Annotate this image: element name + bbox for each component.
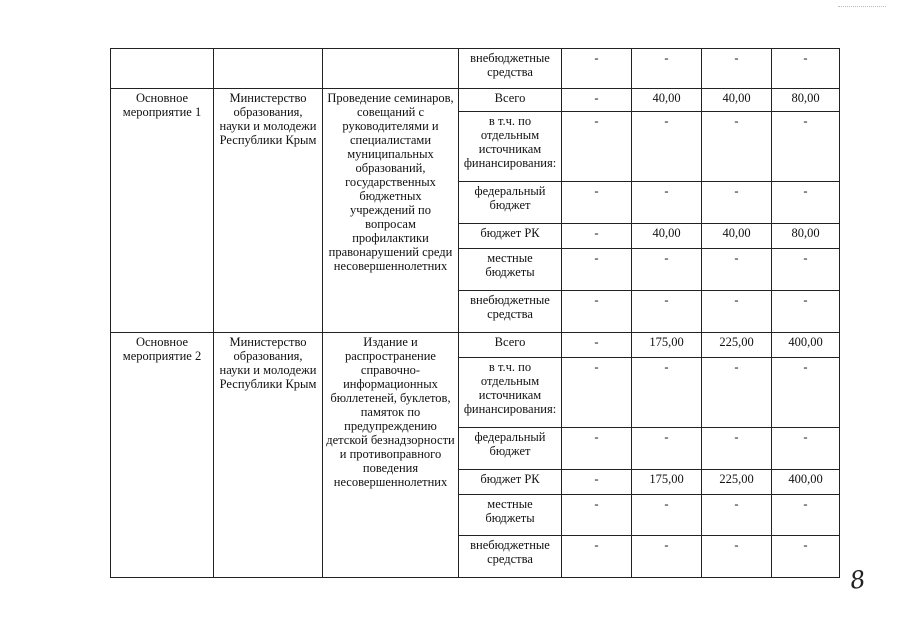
value-cell: - bbox=[702, 495, 772, 536]
responsible-cell: Министерство образования, науки и молодежи Республики Крым bbox=[214, 89, 323, 333]
value-cell: - bbox=[632, 428, 702, 470]
value-cell: 80,00 bbox=[772, 89, 840, 112]
value-cell: - bbox=[772, 182, 840, 224]
value-cell: - bbox=[562, 89, 632, 112]
source-cell: бюджет РК bbox=[459, 224, 562, 249]
value-cell: - bbox=[562, 358, 632, 428]
source-cell: федеральный бюджет bbox=[459, 182, 562, 224]
value-cell: - bbox=[562, 249, 632, 291]
value-cell: - bbox=[562, 291, 632, 333]
value-cell: - bbox=[772, 249, 840, 291]
activity-label-cell bbox=[111, 49, 214, 89]
value-cell: - bbox=[772, 358, 840, 428]
value-cell: - bbox=[632, 249, 702, 291]
value-cell: - bbox=[632, 112, 702, 182]
value-cell: - bbox=[562, 49, 632, 89]
table-row bbox=[111, 89, 840, 112]
financing-table bbox=[110, 48, 840, 578]
table-row bbox=[111, 333, 840, 358]
value-cell: - bbox=[772, 495, 840, 536]
scan-artifact-mark bbox=[838, 6, 886, 9]
source-cell: местные бюджеты bbox=[459, 495, 562, 536]
value-cell: 40,00 bbox=[632, 224, 702, 249]
description-cell bbox=[323, 49, 459, 89]
responsible-cell: Министерство образования, науки и молодежи Республики Крым bbox=[214, 333, 323, 578]
description-cell: Проведение семинаров, совещаний с руководителями и специалистами муниципальных образований, государственных бюджетных учреждений по вопросам профилактики правонарушений среди несовершеннолетних bbox=[323, 89, 459, 333]
value-cell: 80,00 bbox=[772, 224, 840, 249]
source-cell: в т.ч. по отдельным источникам финансирования: bbox=[459, 358, 562, 428]
value-cell: - bbox=[562, 536, 632, 578]
source-cell: местные бюджеты bbox=[459, 249, 562, 291]
value-cell: - bbox=[702, 112, 772, 182]
table-row bbox=[111, 49, 840, 89]
value-cell: 40,00 bbox=[702, 224, 772, 249]
description-cell: Издание и распространение справочно-информационных бюллетеней, буклетов, памяток по предупреждению детской безнадзорности и противоправного поведения несовершеннолетних bbox=[323, 333, 459, 578]
source-cell: внебюджетные средства bbox=[459, 49, 562, 89]
source-cell: бюджет РК bbox=[459, 470, 562, 495]
value-cell: - bbox=[562, 428, 632, 470]
value-cell: 400,00 bbox=[772, 470, 840, 495]
value-cell: - bbox=[702, 249, 772, 291]
value-cell: - bbox=[702, 358, 772, 428]
value-cell: - bbox=[632, 358, 702, 428]
value-cell: 175,00 bbox=[632, 470, 702, 495]
value-cell: - bbox=[772, 536, 840, 578]
responsible-cell bbox=[214, 49, 323, 89]
value-cell: - bbox=[702, 49, 772, 89]
source-cell: внебюджетные средства bbox=[459, 291, 562, 333]
value-cell: - bbox=[562, 112, 632, 182]
value-cell: 40,00 bbox=[632, 89, 702, 112]
value-cell: 400,00 bbox=[772, 333, 840, 358]
value-cell: - bbox=[772, 112, 840, 182]
value-cell: - bbox=[702, 291, 772, 333]
value-cell: - bbox=[772, 291, 840, 333]
value-cell: - bbox=[772, 49, 840, 89]
source-cell: Всего bbox=[459, 333, 562, 358]
activity-label-cell: Основное мероприятие 1 bbox=[111, 89, 214, 333]
source-cell: Всего bbox=[459, 89, 562, 112]
value-cell: 225,00 bbox=[702, 333, 772, 358]
value-cell: 40,00 bbox=[702, 89, 772, 112]
value-cell: - bbox=[632, 49, 702, 89]
value-cell: 175,00 bbox=[632, 333, 702, 358]
value-cell: - bbox=[702, 536, 772, 578]
value-cell: - bbox=[562, 182, 632, 224]
value-cell: - bbox=[632, 182, 702, 224]
activity-label-cell: Основное мероприятие 2 bbox=[111, 333, 214, 578]
handwritten-page-number: 8 bbox=[848, 565, 868, 595]
source-cell: внебюджетные средства bbox=[459, 536, 562, 578]
value-cell: - bbox=[632, 495, 702, 536]
value-cell: - bbox=[562, 224, 632, 249]
value-cell: - bbox=[632, 291, 702, 333]
value-cell: - bbox=[562, 470, 632, 495]
value-cell: - bbox=[562, 333, 632, 358]
value-cell: 225,00 bbox=[702, 470, 772, 495]
value-cell: - bbox=[702, 182, 772, 224]
source-cell: в т.ч. по отдельным источникам финансирования: bbox=[459, 112, 562, 182]
value-cell: - bbox=[562, 495, 632, 536]
value-cell: - bbox=[772, 428, 840, 470]
source-cell: федеральный бюджет bbox=[459, 428, 562, 470]
value-cell: - bbox=[702, 428, 772, 470]
value-cell: - bbox=[632, 536, 702, 578]
